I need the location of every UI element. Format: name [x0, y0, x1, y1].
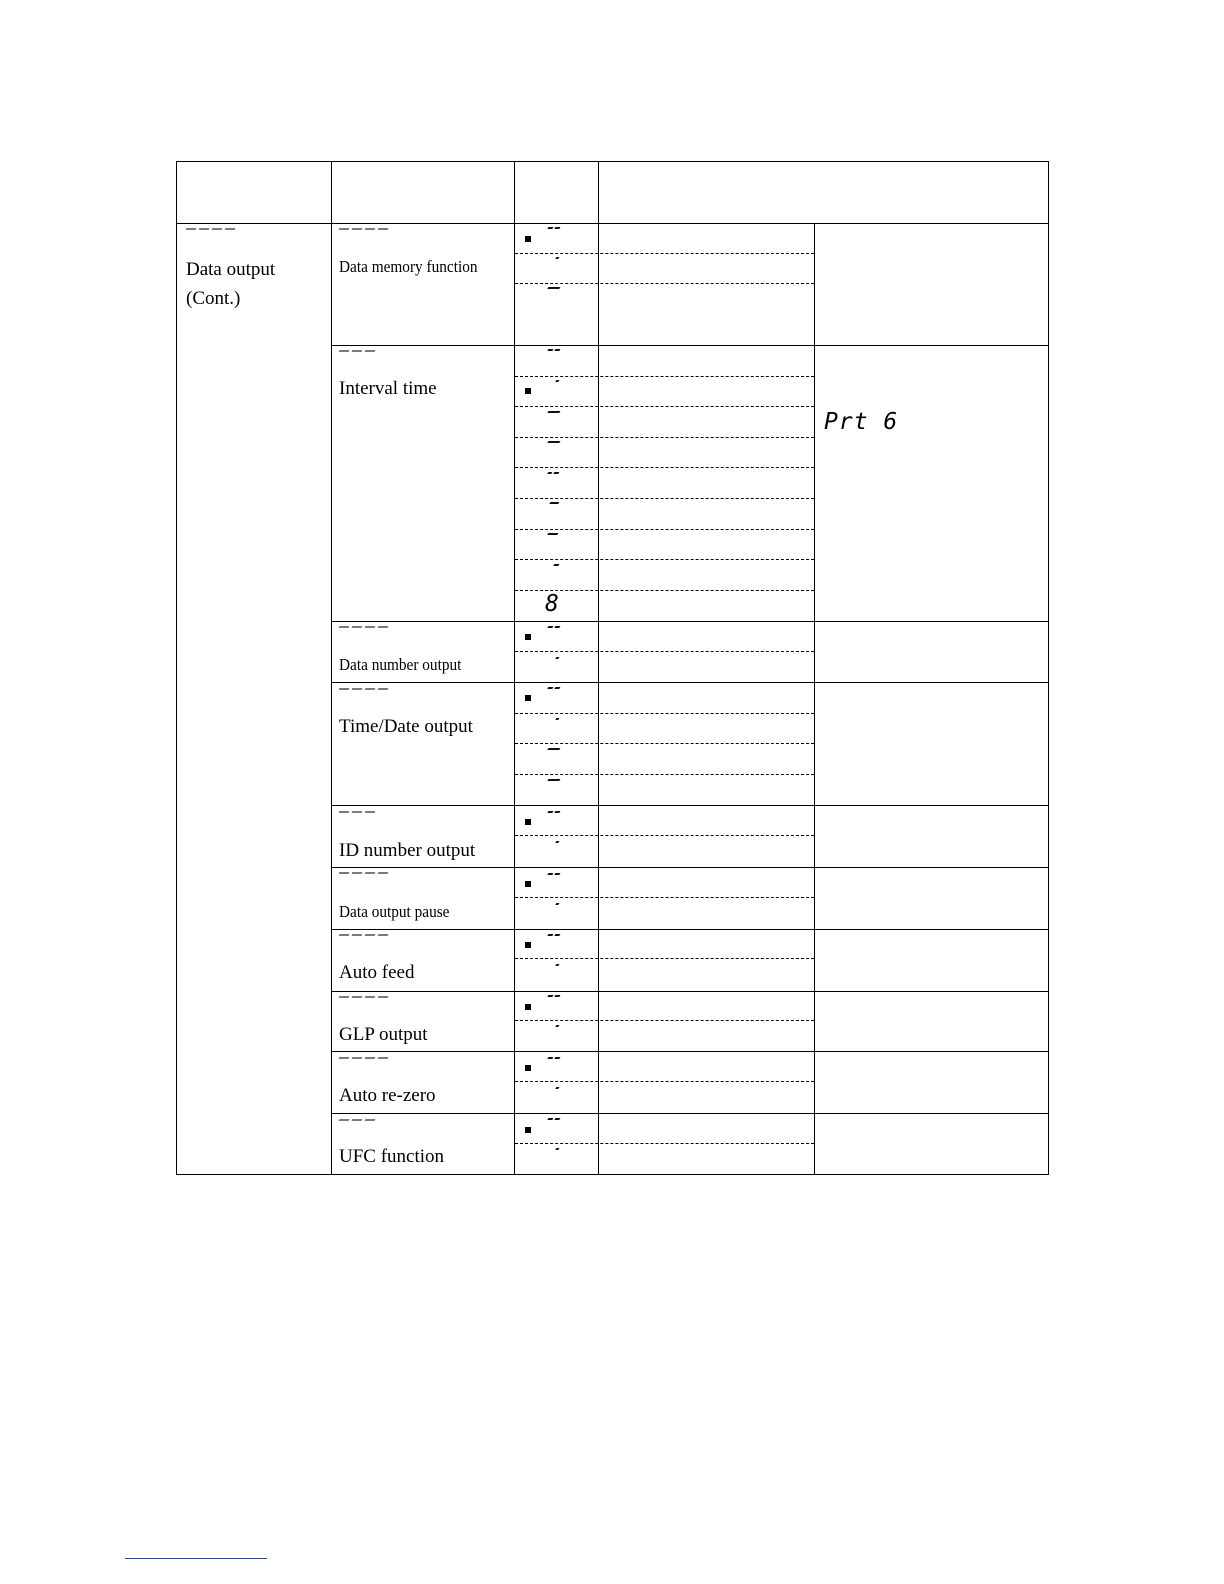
setting-row-divider	[515, 958, 814, 959]
setting-row-divider	[515, 376, 814, 377]
item-divider	[331, 1051, 1049, 1052]
setting-value-glyph	[548, 779, 562, 784]
default-marker	[525, 1127, 531, 1133]
setting-value-glyph	[548, 1118, 562, 1123]
item-label-auto-feed: Auto feed	[339, 962, 415, 983]
setting-value-glyph	[548, 626, 562, 631]
setting-value-glyph	[548, 1057, 562, 1062]
setting-value-glyph	[548, 811, 562, 816]
item-code-display	[339, 688, 391, 696]
setting-row-divider	[515, 651, 814, 652]
column-divider	[331, 161, 332, 1175]
group-label	[186, 255, 275, 313]
setting-row-divider	[515, 253, 814, 254]
item-label-id-number: ID number output	[339, 840, 476, 861]
setting-row-divider	[515, 529, 814, 530]
item-divider	[331, 929, 1049, 930]
setting-row-divider	[515, 1143, 814, 1144]
setting-value-glyph	[548, 533, 562, 538]
item-divider	[331, 991, 1049, 992]
default-marker	[525, 881, 531, 887]
prt-display-note: Prt 6	[824, 409, 899, 435]
default-marker	[525, 942, 531, 948]
item-label-ufc-function: UFC function	[339, 1146, 445, 1167]
setting-value-glyph	[548, 718, 562, 723]
setting-value-eight: 8	[545, 591, 560, 617]
setting-row-divider	[515, 1081, 814, 1082]
setting-row-divider	[515, 713, 814, 714]
group-label-line1: Data output	[186, 259, 276, 280]
item-code-display	[339, 228, 391, 236]
item-label-data-memory: Data memory function	[339, 257, 478, 276]
setting-value-glyph	[548, 287, 562, 292]
column-divider	[814, 223, 815, 1175]
setting-value-glyph	[548, 502, 562, 507]
item-label-time-date: Time/Date output	[339, 716, 473, 737]
setting-value-glyph	[548, 964, 562, 969]
setting-value-glyph	[548, 903, 562, 908]
setting-row-divider	[515, 467, 814, 468]
default-marker	[525, 695, 531, 701]
default-marker	[525, 1065, 531, 1071]
setting-value-glyph	[548, 873, 562, 878]
setting-row-divider	[515, 835, 814, 836]
item-divider	[331, 345, 1049, 346]
column-divider	[598, 161, 599, 1175]
setting-value-glyph	[548, 841, 562, 846]
item-code-display	[339, 996, 391, 1004]
table-border-right	[1048, 161, 1049, 1175]
setting-value-glyph	[548, 687, 562, 692]
setting-row-divider	[515, 743, 814, 744]
item-divider	[331, 621, 1049, 622]
setting-row-divider	[515, 559, 814, 560]
setting-value-glyph	[548, 934, 562, 939]
default-marker	[525, 1004, 531, 1010]
setting-value-glyph	[548, 411, 562, 416]
setting-value-glyph	[548, 380, 562, 385]
setting-row-divider	[515, 774, 814, 775]
item-divider	[331, 682, 1049, 683]
setting-value-glyph	[548, 1025, 562, 1030]
default-marker	[525, 388, 531, 394]
table-border-bottom	[176, 1174, 1049, 1175]
header-divider	[176, 223, 1049, 224]
setting-value-glyph	[548, 257, 562, 262]
item-code-display	[339, 1119, 378, 1127]
item-code-display	[339, 811, 378, 819]
table-border-top	[176, 161, 1049, 162]
item-code-display	[339, 350, 378, 358]
setting-value-glyph	[548, 227, 562, 232]
group-code-display	[186, 228, 238, 236]
footer-link-line	[125, 1558, 267, 1559]
setting-value-glyph	[548, 472, 562, 477]
setting-value-glyph	[548, 995, 562, 1000]
column-divider	[514, 161, 515, 1175]
group-label-line2: (Cont.)	[186, 288, 241, 309]
setting-row-divider	[515, 897, 814, 898]
settings-table	[176, 161, 1049, 1175]
setting-value-glyph	[548, 564, 562, 569]
item-divider	[331, 805, 1049, 806]
item-code-display	[339, 934, 391, 942]
setting-value-glyph	[548, 441, 562, 446]
setting-row-divider	[515, 406, 814, 407]
item-label-auto-rezero: Auto re-zero	[339, 1085, 436, 1106]
setting-value-glyph	[548, 1148, 562, 1153]
default-marker	[525, 634, 531, 640]
setting-row-divider	[515, 437, 814, 438]
item-label-interval-time: Interval time	[339, 378, 437, 399]
setting-value-glyph	[548, 1087, 562, 1092]
setting-value-glyph	[548, 349, 562, 354]
default-marker	[525, 236, 531, 242]
item-code-display	[339, 626, 391, 634]
default-marker	[525, 819, 531, 825]
item-code-display	[339, 872, 391, 880]
item-code-display	[339, 1057, 391, 1065]
item-divider	[331, 1113, 1049, 1114]
setting-row-divider	[515, 498, 814, 499]
setting-value-glyph	[548, 748, 562, 753]
setting-row-divider	[515, 283, 814, 284]
item-label-output-pause: Data output pause	[339, 902, 450, 921]
table-border-left	[176, 161, 177, 1175]
setting-value-glyph	[548, 657, 562, 662]
item-label-glp-output: GLP output	[339, 1024, 428, 1045]
item-divider	[331, 867, 1049, 868]
item-label-data-number: Data number output	[339, 655, 462, 674]
setting-row-divider	[515, 1020, 814, 1021]
